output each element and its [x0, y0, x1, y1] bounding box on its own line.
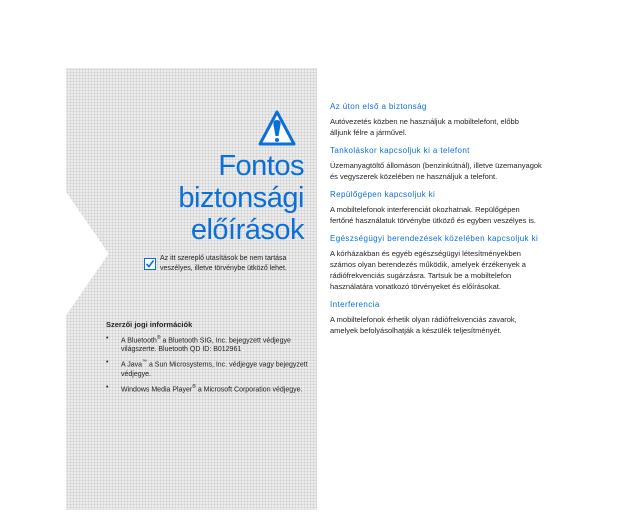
item-text: a Microsoft Corporation védjegye. — [195, 385, 303, 393]
registered-mark: ® — [156, 335, 161, 341]
section-heading: Az úton első a biztonság — [330, 102, 427, 111]
item-text: Windows Media Player — [121, 385, 193, 393]
section-heading: Repülőgépen kapcsoljuk ki — [330, 190, 436, 199]
warning-note: Az itt szereplő utasítások be nem tartása veszélyes, illetve törvénybe ütköző lehet. — [160, 255, 287, 272]
copyright-heading: Szerzői jogi információk — [106, 320, 193, 329]
safety-section — [330, 300, 542, 336]
copyright-info — [106, 320, 311, 398]
trademark-mark: ™ — [142, 359, 148, 366]
list-item: • Windows Media Player® a Microsoft Corporation védjegye. — [106, 383, 303, 393]
safety-section — [330, 190, 542, 226]
list-item: • A Java™ a Sun Microsystems, Inc. védjegye vagy bejegyzett védjegye. — [106, 359, 308, 378]
title-line: biztonsági — [178, 182, 304, 214]
title-line: Fontos — [218, 150, 304, 182]
safety-section — [330, 234, 542, 292]
section-body: Üzemanyagtöltő állomáson (benzinkútnál), illetve üzemanyagok és vegyszerek közelében ne használjuk a telefont. — [330, 161, 542, 181]
registered-mark: ® — [192, 383, 196, 390]
page-title — [178, 150, 304, 246]
item-text: a Sun Microsystems, Inc. védjegye vagy bejegyzett védjegye. — [121, 361, 308, 378]
section-heading: Tankoláskor kapcsoljuk ki a telefont — [330, 146, 470, 155]
item-text: A Bluetooth — [121, 337, 157, 345]
warning-icon — [256, 108, 298, 150]
section-heading: Interferencia — [330, 300, 380, 309]
section-body: A mobiltelefonok érhetik olyan rádiófrekvenciás zavarok, amelyek befolyásolhatják a készülék teljesítményét. — [330, 315, 517, 335]
safety-sections — [330, 102, 542, 344]
list-item: • A Bluetooth® a Bluetooth SIG, Inc. bejegyzett védjegye világszerte. Bluetooth QD ID: B012961 — [106, 335, 291, 354]
item-text: a Bluetooth SIG, Inc. bejegyzett védjegye világszerte. Bluetooth QD ID: B012961 — [121, 337, 291, 354]
section-body: Autóvezetés közben ne használjuk a mobiltelefont, előbb álljunk félre a járművel. — [330, 117, 519, 137]
item-text: A Java — [121, 361, 143, 369]
safety-section — [330, 146, 542, 182]
checkmark-icon — [144, 258, 156, 270]
section-body: A kórházakban és egyéb egészségügyi létesítményekben számos olyan berendezés működik, amelyek érzékenyek a rádiófrekvenciás sugárzásra. Tartsuk be a mobiltelefon használatára vonatkozó törvényeket és előírásokat. — [330, 249, 526, 291]
safety-section — [330, 102, 542, 138]
section-body: A mobiltelefonok interferenciát okozhatnak. Repülőgépen fertőné használatuk törvénybe ütköző és egyben veszélyes is. — [330, 205, 536, 225]
title-line: előírások — [190, 214, 304, 246]
section-heading: Egészségügyi berendezések közelében kapcsoljuk ki — [330, 234, 539, 243]
